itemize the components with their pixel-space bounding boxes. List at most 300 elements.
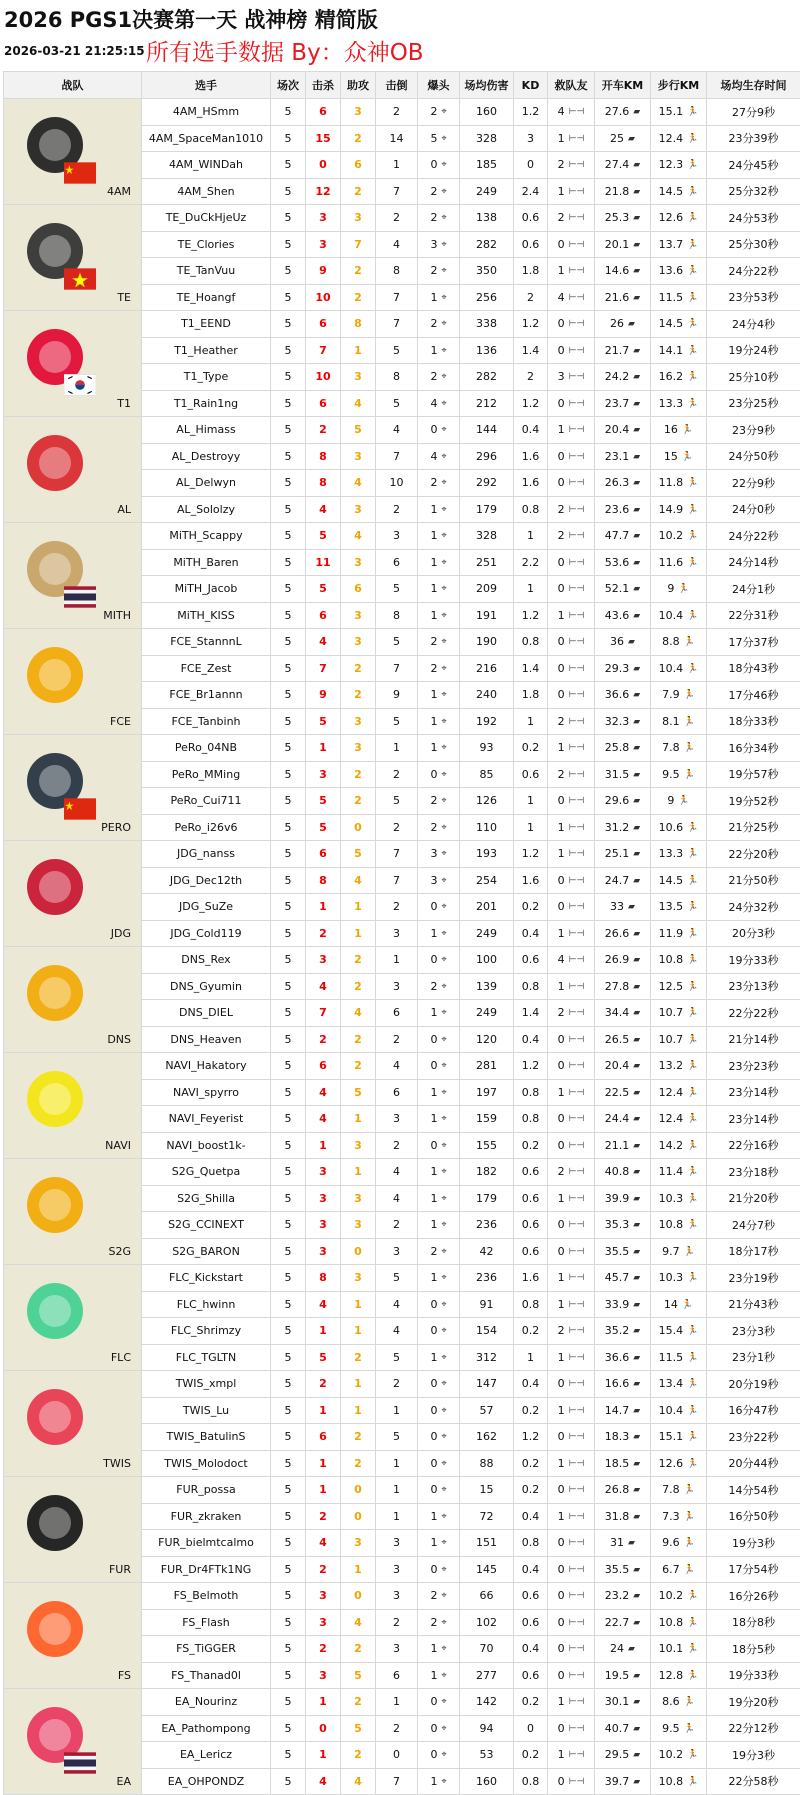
avg-damage-cell	[460, 1053, 514, 1080]
assists-cell-value: 3	[354, 1192, 362, 1205]
knocks-cell	[376, 1371, 418, 1398]
matches-cell	[271, 814, 306, 841]
kd-cell-value: 1.6	[522, 476, 540, 489]
knocks-cell-value: 6	[393, 1086, 400, 1099]
kills-cell	[306, 973, 341, 1000]
headshot-icon: ⌖	[441, 982, 446, 992]
revives-cell	[548, 708, 595, 735]
assists-cell-value: 4	[354, 397, 362, 410]
revives-cell-value: 3	[558, 370, 565, 383]
walker-icon: 🏃	[687, 1220, 698, 1230]
revives-cell	[548, 1185, 595, 1212]
avg-survival-cell-value: 22分9秒	[732, 477, 775, 490]
revives-cell	[548, 470, 595, 497]
walk-km-cell-value: 13.3	[659, 847, 684, 860]
kd-cell	[514, 1742, 548, 1769]
revives-cell-value: 0	[558, 874, 565, 887]
revives-cell	[548, 1583, 595, 1610]
avg-survival-cell-value: 23分25秒	[729, 397, 779, 410]
player-name-value: MiTH_Jacob	[175, 582, 238, 595]
headshots-cell-value: 0	[430, 1722, 437, 1735]
drive-km-cell-value: 35.5	[605, 1563, 630, 1576]
player-name-value: 4AM_WINDah	[169, 158, 243, 171]
matches-cell	[271, 390, 306, 417]
revive-icon: ⊢⊣	[569, 1088, 585, 1098]
knocks-cell	[376, 841, 418, 868]
knocks-cell-value: 2	[393, 1139, 400, 1152]
revives-cell-value: 0	[558, 1589, 565, 1602]
matches-cell-value: 5	[285, 1351, 292, 1364]
kd-cell-value: 1	[527, 715, 534, 728]
drive-km-cell-value: 35.2	[605, 1324, 630, 1337]
matches-cell-value: 5	[285, 1059, 292, 1072]
avg-survival-cell-value: 18分17秒	[729, 1245, 779, 1258]
headshots-cell-value: 0	[430, 423, 437, 436]
kills-cell-value: 3	[319, 1165, 327, 1178]
revive-icon: ⊢⊣	[569, 240, 585, 250]
avg-survival-cell	[707, 1026, 800, 1053]
kills-cell	[306, 947, 341, 974]
assists-cell-value: 1	[354, 1165, 362, 1178]
drive-km-cell	[595, 1238, 651, 1265]
assists-cell-value: 0	[354, 1245, 362, 1258]
avg-damage-cell	[460, 1000, 514, 1027]
headshots-cell	[418, 973, 460, 1000]
revive-icon: ⊢⊣	[569, 929, 585, 939]
assists-cell-value: 2	[354, 1351, 362, 1364]
avg-survival-cell-value: 21分14秒	[729, 1033, 779, 1046]
knocks-cell-value: 2	[393, 900, 400, 913]
drive-km-cell	[595, 1583, 651, 1610]
matches-cell	[271, 178, 306, 205]
walker-icon: 🏃	[687, 505, 698, 515]
walk-km-cell-value: 9.5	[662, 768, 680, 781]
assists-cell	[341, 1530, 376, 1557]
avg-damage-cell-value: 139	[476, 980, 497, 993]
walker-icon: 🏃	[687, 1618, 698, 1628]
headshots-cell-value: 0	[430, 768, 437, 781]
matches-cell-value: 5	[285, 1457, 292, 1470]
avg-damage-cell	[460, 1424, 514, 1451]
avg-survival-cell-value: 22分58秒	[729, 1775, 779, 1788]
player-name	[142, 708, 271, 735]
kd-cell-value: 1	[527, 582, 534, 595]
knocks-cell	[376, 788, 418, 815]
assists-cell-value: 4	[354, 1616, 362, 1629]
player-name-value: FS_TiGGER	[176, 1642, 236, 1655]
knocks-cell-value: 1	[393, 1404, 400, 1417]
revives-cell-value: 1	[558, 132, 565, 145]
headshots-cell	[418, 1185, 460, 1212]
kd-cell	[514, 1583, 548, 1610]
headshots-cell-value: 0	[430, 900, 437, 913]
headshot-icon: ⌖	[441, 611, 446, 621]
kd-cell	[514, 814, 548, 841]
car-icon: ▰	[633, 690, 640, 700]
kills-cell	[306, 443, 341, 470]
player-name-value: MiTH_Scappy	[169, 529, 242, 542]
matches-cell-value: 5	[285, 370, 292, 383]
matches-cell-value: 5	[285, 662, 292, 675]
matches-cell	[271, 284, 306, 311]
matches-cell-value: 5	[285, 1006, 292, 1019]
knocks-cell	[376, 178, 418, 205]
column-header: 击倒	[376, 72, 418, 99]
knocks-cell	[376, 1530, 418, 1557]
knocks-cell-value: 2	[393, 1377, 400, 1390]
avg-damage-cell-value: 162	[476, 1430, 497, 1443]
walker-icon: 🏃	[684, 1538, 695, 1548]
matches-cell-value: 5	[285, 768, 292, 781]
headshots-cell	[418, 1053, 460, 1080]
headshots-cell	[418, 1689, 460, 1716]
car-icon: ▰	[633, 452, 640, 462]
matches-cell	[271, 1583, 306, 1610]
walk-km-cell	[651, 1212, 707, 1239]
walk-km-cell-value: 14.1	[659, 344, 684, 357]
car-icon: ▰	[633, 1777, 640, 1787]
walk-km-cell	[651, 814, 707, 841]
avg-damage-cell	[460, 205, 514, 232]
knocks-cell	[376, 470, 418, 497]
headshots-cell	[418, 708, 460, 735]
table-row	[4, 1053, 800, 1080]
player-name-value: DNS_Heaven	[170, 1033, 241, 1046]
kd-cell	[514, 1397, 548, 1424]
knocks-cell	[376, 99, 418, 126]
matches-cell-value: 5	[285, 1271, 292, 1284]
revives-cell-value: 2	[558, 211, 565, 224]
knocks-cell-value: 2	[393, 1218, 400, 1231]
walk-km-cell-value: 10.8	[659, 953, 684, 966]
drive-km-cell-value: 22.7	[605, 1616, 630, 1629]
kd-cell-value: 1	[527, 529, 534, 542]
drive-km-cell	[595, 708, 651, 735]
avg-damage-cell	[460, 1477, 514, 1504]
kills-cell	[306, 1132, 341, 1159]
revives-cell-value: 0	[558, 1059, 565, 1072]
kills-cell-value: 5	[319, 582, 327, 595]
walker-icon: 🏃	[687, 1061, 698, 1071]
walker-icon: 🏃	[684, 743, 695, 753]
player-name	[142, 1609, 271, 1636]
kills-cell	[306, 125, 341, 152]
avg-damage-cell	[460, 867, 514, 894]
player-name	[142, 1424, 271, 1451]
knocks-cell-value: 0	[393, 1748, 400, 1761]
kd-cell-value: 0.6	[522, 1218, 540, 1231]
revives-cell	[548, 1026, 595, 1053]
avg-survival-cell-value: 25分30秒	[729, 238, 779, 251]
player-name-value: FLC_hwinn	[177, 1298, 236, 1311]
avg-damage-cell	[460, 894, 514, 921]
walker-icon: 🏃	[684, 1724, 695, 1734]
revives-cell-value: 1	[558, 185, 565, 198]
kills-cell-value: 3	[319, 1616, 327, 1629]
revive-icon: ⊢⊣	[569, 346, 585, 356]
revives-cell	[548, 231, 595, 258]
matches-cell-value: 5	[285, 291, 292, 304]
walker-icon: 🏃	[687, 955, 698, 965]
car-icon: ▰	[633, 558, 640, 568]
headshot-icon: ⌖	[441, 1194, 446, 1204]
knocks-cell-value: 4	[393, 423, 400, 436]
player-name-value: TE_Hoangf	[177, 291, 236, 304]
player-name	[142, 1000, 271, 1027]
walker-icon: 🏃	[687, 929, 698, 939]
player-name	[142, 1662, 271, 1689]
drive-km-cell	[595, 364, 651, 391]
avg-damage-cell	[460, 841, 514, 868]
matches-cell	[271, 1318, 306, 1345]
walk-km-cell-value: 12.6	[659, 211, 684, 224]
kd-cell-value: 0.8	[522, 1298, 540, 1311]
kd-cell-value: 0.8	[522, 1086, 540, 1099]
kd-cell	[514, 761, 548, 788]
stats-table	[3, 71, 800, 1795]
walker-icon: 🏃	[684, 1512, 695, 1522]
walk-km-cell	[651, 311, 707, 338]
kills-cell	[306, 1318, 341, 1345]
assists-cell	[341, 1397, 376, 1424]
kd-cell	[514, 1079, 548, 1106]
player-name	[142, 1397, 271, 1424]
headshot-icon: ⌖	[441, 240, 446, 250]
revives-cell-value: 4	[558, 105, 565, 118]
walk-km-cell	[651, 655, 707, 682]
assists-cell	[341, 867, 376, 894]
team-cell	[4, 311, 142, 417]
knocks-cell	[376, 337, 418, 364]
player-name-value: AL_Destroyy	[172, 450, 240, 463]
revives-cell-value: 1	[558, 1192, 565, 1205]
drive-km-cell-value: 34.4	[605, 1006, 630, 1019]
drive-km-cell-value: 27.8	[605, 980, 630, 993]
avg-survival-cell-value: 24分0秒	[732, 503, 775, 516]
avg-damage-cell	[460, 1715, 514, 1742]
assists-cell-value: 0	[354, 1510, 362, 1523]
matches-cell-value: 5	[285, 1695, 292, 1708]
avg-survival-cell	[707, 337, 800, 364]
headshot-icon: ⌖	[441, 1326, 446, 1336]
kills-cell	[306, 1265, 341, 1292]
headshots-cell	[418, 1159, 460, 1186]
walk-km-cell	[651, 1424, 707, 1451]
revives-cell	[548, 205, 595, 232]
player-name-value: FS_Flash	[182, 1616, 229, 1629]
headshots-cell-value: 0	[430, 1298, 437, 1311]
kills-cell-value: 7	[319, 1006, 327, 1019]
car-icon: ▰	[633, 1406, 640, 1416]
knocks-cell	[376, 390, 418, 417]
assists-cell	[341, 1662, 376, 1689]
kd-cell	[514, 1344, 548, 1371]
revives-cell	[548, 735, 595, 762]
avg-survival-cell-value: 16分50秒	[729, 1510, 779, 1523]
headshots-cell-value: 1	[430, 1271, 437, 1284]
revive-icon: ⊢⊣	[569, 558, 585, 568]
kd-cell-value: 1.2	[522, 609, 540, 622]
headshots-cell-value: 1	[430, 1112, 437, 1125]
kills-cell	[306, 655, 341, 682]
kd-cell-value: 0.2	[522, 1695, 540, 1708]
headshot-icon: ⌖	[441, 1114, 446, 1124]
revives-cell	[548, 1212, 595, 1239]
matches-cell	[271, 1768, 306, 1795]
avg-survival-cell-value: 24分22秒	[729, 530, 779, 543]
walk-km-cell-value: 13.6	[659, 264, 684, 277]
kills-cell	[306, 1715, 341, 1742]
revives-cell-value: 0	[558, 1430, 565, 1443]
avg-survival-cell-value: 24分1秒	[732, 583, 775, 596]
drive-km-cell	[595, 1477, 651, 1504]
country-flag-icon	[64, 268, 96, 290]
kills-cell-value: 2	[319, 927, 327, 940]
headshots-cell-value: 4	[430, 450, 437, 463]
team-name: EA	[117, 1775, 131, 1788]
walker-icon: 🏃	[687, 849, 698, 859]
team-logo-icon	[22, 854, 88, 920]
avg-survival-cell	[707, 99, 800, 126]
knocks-cell	[376, 1291, 418, 1318]
headshots-cell-value: 1	[430, 609, 437, 622]
kd-cell	[514, 1132, 548, 1159]
drive-km-cell-value: 33	[610, 900, 624, 913]
avg-survival-cell-value: 25分10秒	[729, 371, 779, 384]
revive-icon: ⊢⊣	[569, 1008, 585, 1018]
team-name: T1	[117, 397, 131, 410]
table-row	[4, 841, 800, 868]
kills-cell	[306, 1053, 341, 1080]
drive-km-cell-value: 30.1	[605, 1695, 630, 1708]
assists-cell	[341, 1159, 376, 1186]
walk-km-cell	[651, 1053, 707, 1080]
player-name-value: FCE_Br1annn	[169, 688, 242, 701]
drive-km-cell-value: 36	[610, 635, 624, 648]
kd-cell	[514, 1159, 548, 1186]
revive-icon: ⊢⊣	[569, 1671, 585, 1681]
car-icon: ▰	[633, 1485, 640, 1495]
revives-cell	[548, 814, 595, 841]
matches-cell	[271, 1503, 306, 1530]
avg-damage-cell	[460, 920, 514, 947]
revives-cell	[548, 788, 595, 815]
matches-cell	[271, 1530, 306, 1557]
avg-damage-cell-value: 185	[476, 158, 497, 171]
avg-survival-cell	[707, 1397, 800, 1424]
kills-cell-value: 9	[319, 264, 327, 277]
kills-cell-value: 1	[319, 1483, 327, 1496]
kd-cell	[514, 1265, 548, 1292]
knocks-cell	[376, 1026, 418, 1053]
kd-cell	[514, 973, 548, 1000]
assists-cell	[341, 708, 376, 735]
avg-survival-cell	[707, 1556, 800, 1583]
revives-cell-value: 0	[558, 900, 565, 913]
player-name-value: T1_EEND	[181, 317, 231, 330]
avg-damage-cell-value: 197	[476, 1086, 497, 1099]
kills-cell-value: 8	[319, 450, 327, 463]
drive-km-cell	[595, 1530, 651, 1557]
walker-icon: 🏃	[687, 399, 698, 409]
assists-cell	[341, 788, 376, 815]
kills-cell-value: 5	[319, 529, 327, 542]
headshots-cell	[418, 311, 460, 338]
player-name-value: TWIS_Molodoct	[164, 1457, 247, 1470]
walker-icon: 🏃	[687, 346, 698, 356]
avg-survival-cell-value: 14分54秒	[729, 1484, 779, 1497]
player-name-value: TWIS_BatulinS	[167, 1430, 246, 1443]
revives-cell-value: 0	[558, 238, 565, 251]
matches-cell-value: 5	[285, 1722, 292, 1735]
player-name	[142, 258, 271, 285]
walker-icon: 🏃	[678, 584, 689, 594]
avg-damage-cell	[460, 1026, 514, 1053]
avg-damage-cell-value: 292	[476, 476, 497, 489]
headshot-icon: ⌖	[441, 1750, 446, 1760]
kd-cell	[514, 1530, 548, 1557]
matches-cell-value: 5	[285, 980, 292, 993]
revives-cell	[548, 1715, 595, 1742]
knocks-cell	[376, 1185, 418, 1212]
car-icon: ▰	[628, 134, 635, 144]
car-icon: ▰	[633, 664, 640, 674]
kills-cell-value: 3	[319, 1218, 327, 1231]
drive-km-cell	[595, 1212, 651, 1239]
walker-icon: 🏃	[687, 1326, 698, 1336]
drive-km-cell	[595, 576, 651, 603]
revives-cell	[548, 311, 595, 338]
revives-cell-value: 0	[558, 635, 565, 648]
drive-km-cell-value: 25.1	[605, 847, 630, 860]
player-name	[142, 152, 271, 179]
walk-km-cell	[651, 973, 707, 1000]
walk-km-cell	[651, 1768, 707, 1795]
kd-cell	[514, 311, 548, 338]
matches-cell-value: 5	[285, 900, 292, 913]
revives-cell-value: 1	[558, 821, 565, 834]
country-flag-icon	[64, 374, 96, 396]
drive-km-cell-value: 31.5	[605, 768, 630, 781]
avg-survival-cell-value: 24分14秒	[729, 556, 779, 569]
kills-cell	[306, 894, 341, 921]
drive-km-cell-value: 47.7	[605, 529, 630, 542]
matches-cell	[271, 1715, 306, 1742]
assists-cell	[341, 1185, 376, 1212]
headshots-cell	[418, 364, 460, 391]
drive-km-cell-value: 24.4	[605, 1112, 630, 1125]
avg-damage-cell	[460, 284, 514, 311]
player-name	[142, 1450, 271, 1477]
walk-km-cell	[651, 708, 707, 735]
headshot-icon: ⌖	[441, 319, 446, 329]
revive-icon: ⊢⊣	[569, 1220, 585, 1230]
headshots-cell-value: 2	[430, 662, 437, 675]
table-row	[4, 1371, 800, 1398]
headshots-cell	[418, 735, 460, 762]
walk-km-cell-value: 9.5	[662, 1722, 680, 1735]
drive-km-cell	[595, 390, 651, 417]
assists-cell	[341, 761, 376, 788]
player-name-value: TE_Clories	[178, 238, 235, 251]
walk-km-cell-value: 8.1	[662, 715, 680, 728]
assists-cell	[341, 523, 376, 550]
headshots-cell-value: 2	[430, 211, 437, 224]
knocks-cell	[376, 258, 418, 285]
team-name: MITH	[103, 609, 131, 622]
matches-cell	[271, 1079, 306, 1106]
avg-damage-cell-value: 154	[476, 1324, 497, 1337]
